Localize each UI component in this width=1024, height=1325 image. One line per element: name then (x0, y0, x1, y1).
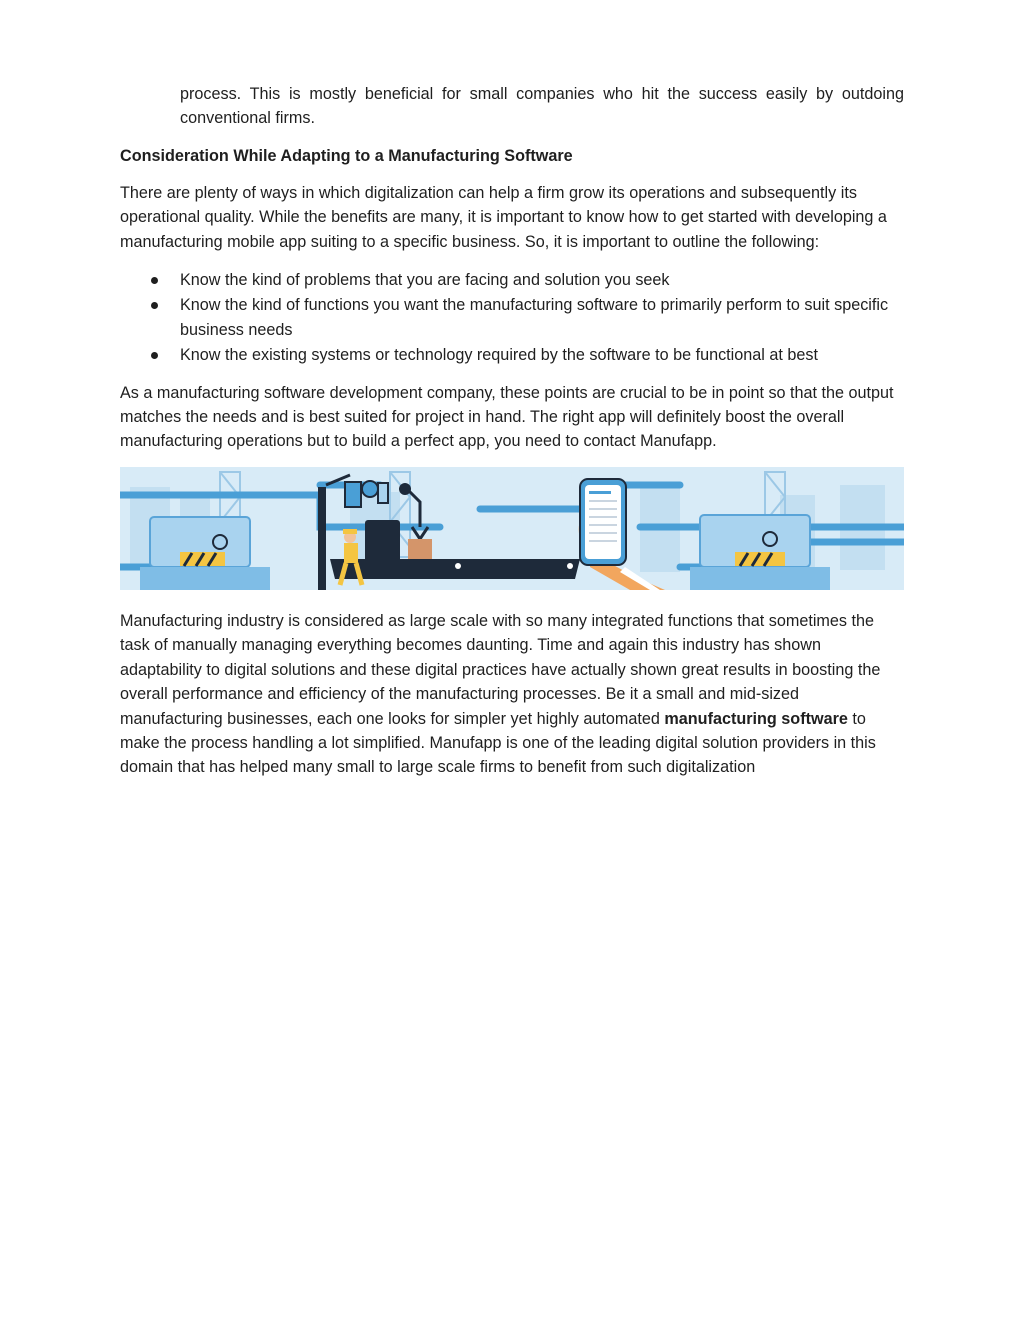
document-page (120, 82, 904, 780)
paragraph-2: As a manufacturing software development company, these points are crucial to be in point so that the output matches the needs and is best suited for project in hand. The right app will definitely boost the overall manufacturing operations but to build a perfect app, you need to contact Manufapp. (120, 383, 894, 451)
manufacturing-illustration (120, 467, 904, 590)
bullet-icon (151, 302, 158, 309)
bold-keyword: manufacturing software (664, 709, 848, 728)
list-item: Know the kind of functions you want the manufacturing software to primarily perform to suit specific business needs (120, 293, 904, 342)
bullet-icon (151, 352, 158, 359)
bullet-icon (151, 277, 158, 284)
paragraph-3: Manufacturing industry is considered as large scale with so many integrated functions that sometimes the task of manually managing everything becomes daunting. Time and again this industry has shown adaptability to digital solutions and these digital practices have actually shown great results in boosting the overall performance and efficiency of the manufacturing processes. Be it a small and mid-sized manufacturing businesses, each one looks for simpler yet highly automated manufacturing software to make the process handling a lot simplified. Manufapp is one of the leading digital solution providers in this domain that has helped many small to large scale firms to benefit from such digitalization (120, 611, 881, 777)
bullet-list (120, 268, 904, 368)
intro-continuation: process. This is mostly beneficial for small companies who hit the success easily by outdoing conventional firms. (180, 85, 904, 128)
paragraph-1: There are plenty of ways in which digitalization can help a firm grow its operations and subsequently its operational quality. While the benefits are many, it is important to know how to get started with developing a manufacturing mobile app suiting to a specific business. So, it is important to outline the following: (120, 183, 887, 251)
list-item: Know the existing systems or technology required by the software to be functional at best (120, 343, 904, 367)
list-item: Know the kind of problems that you are facing and solution you seek (120, 268, 904, 292)
section-heading: Consideration While Adapting to a Manufacturing Software (120, 146, 573, 165)
